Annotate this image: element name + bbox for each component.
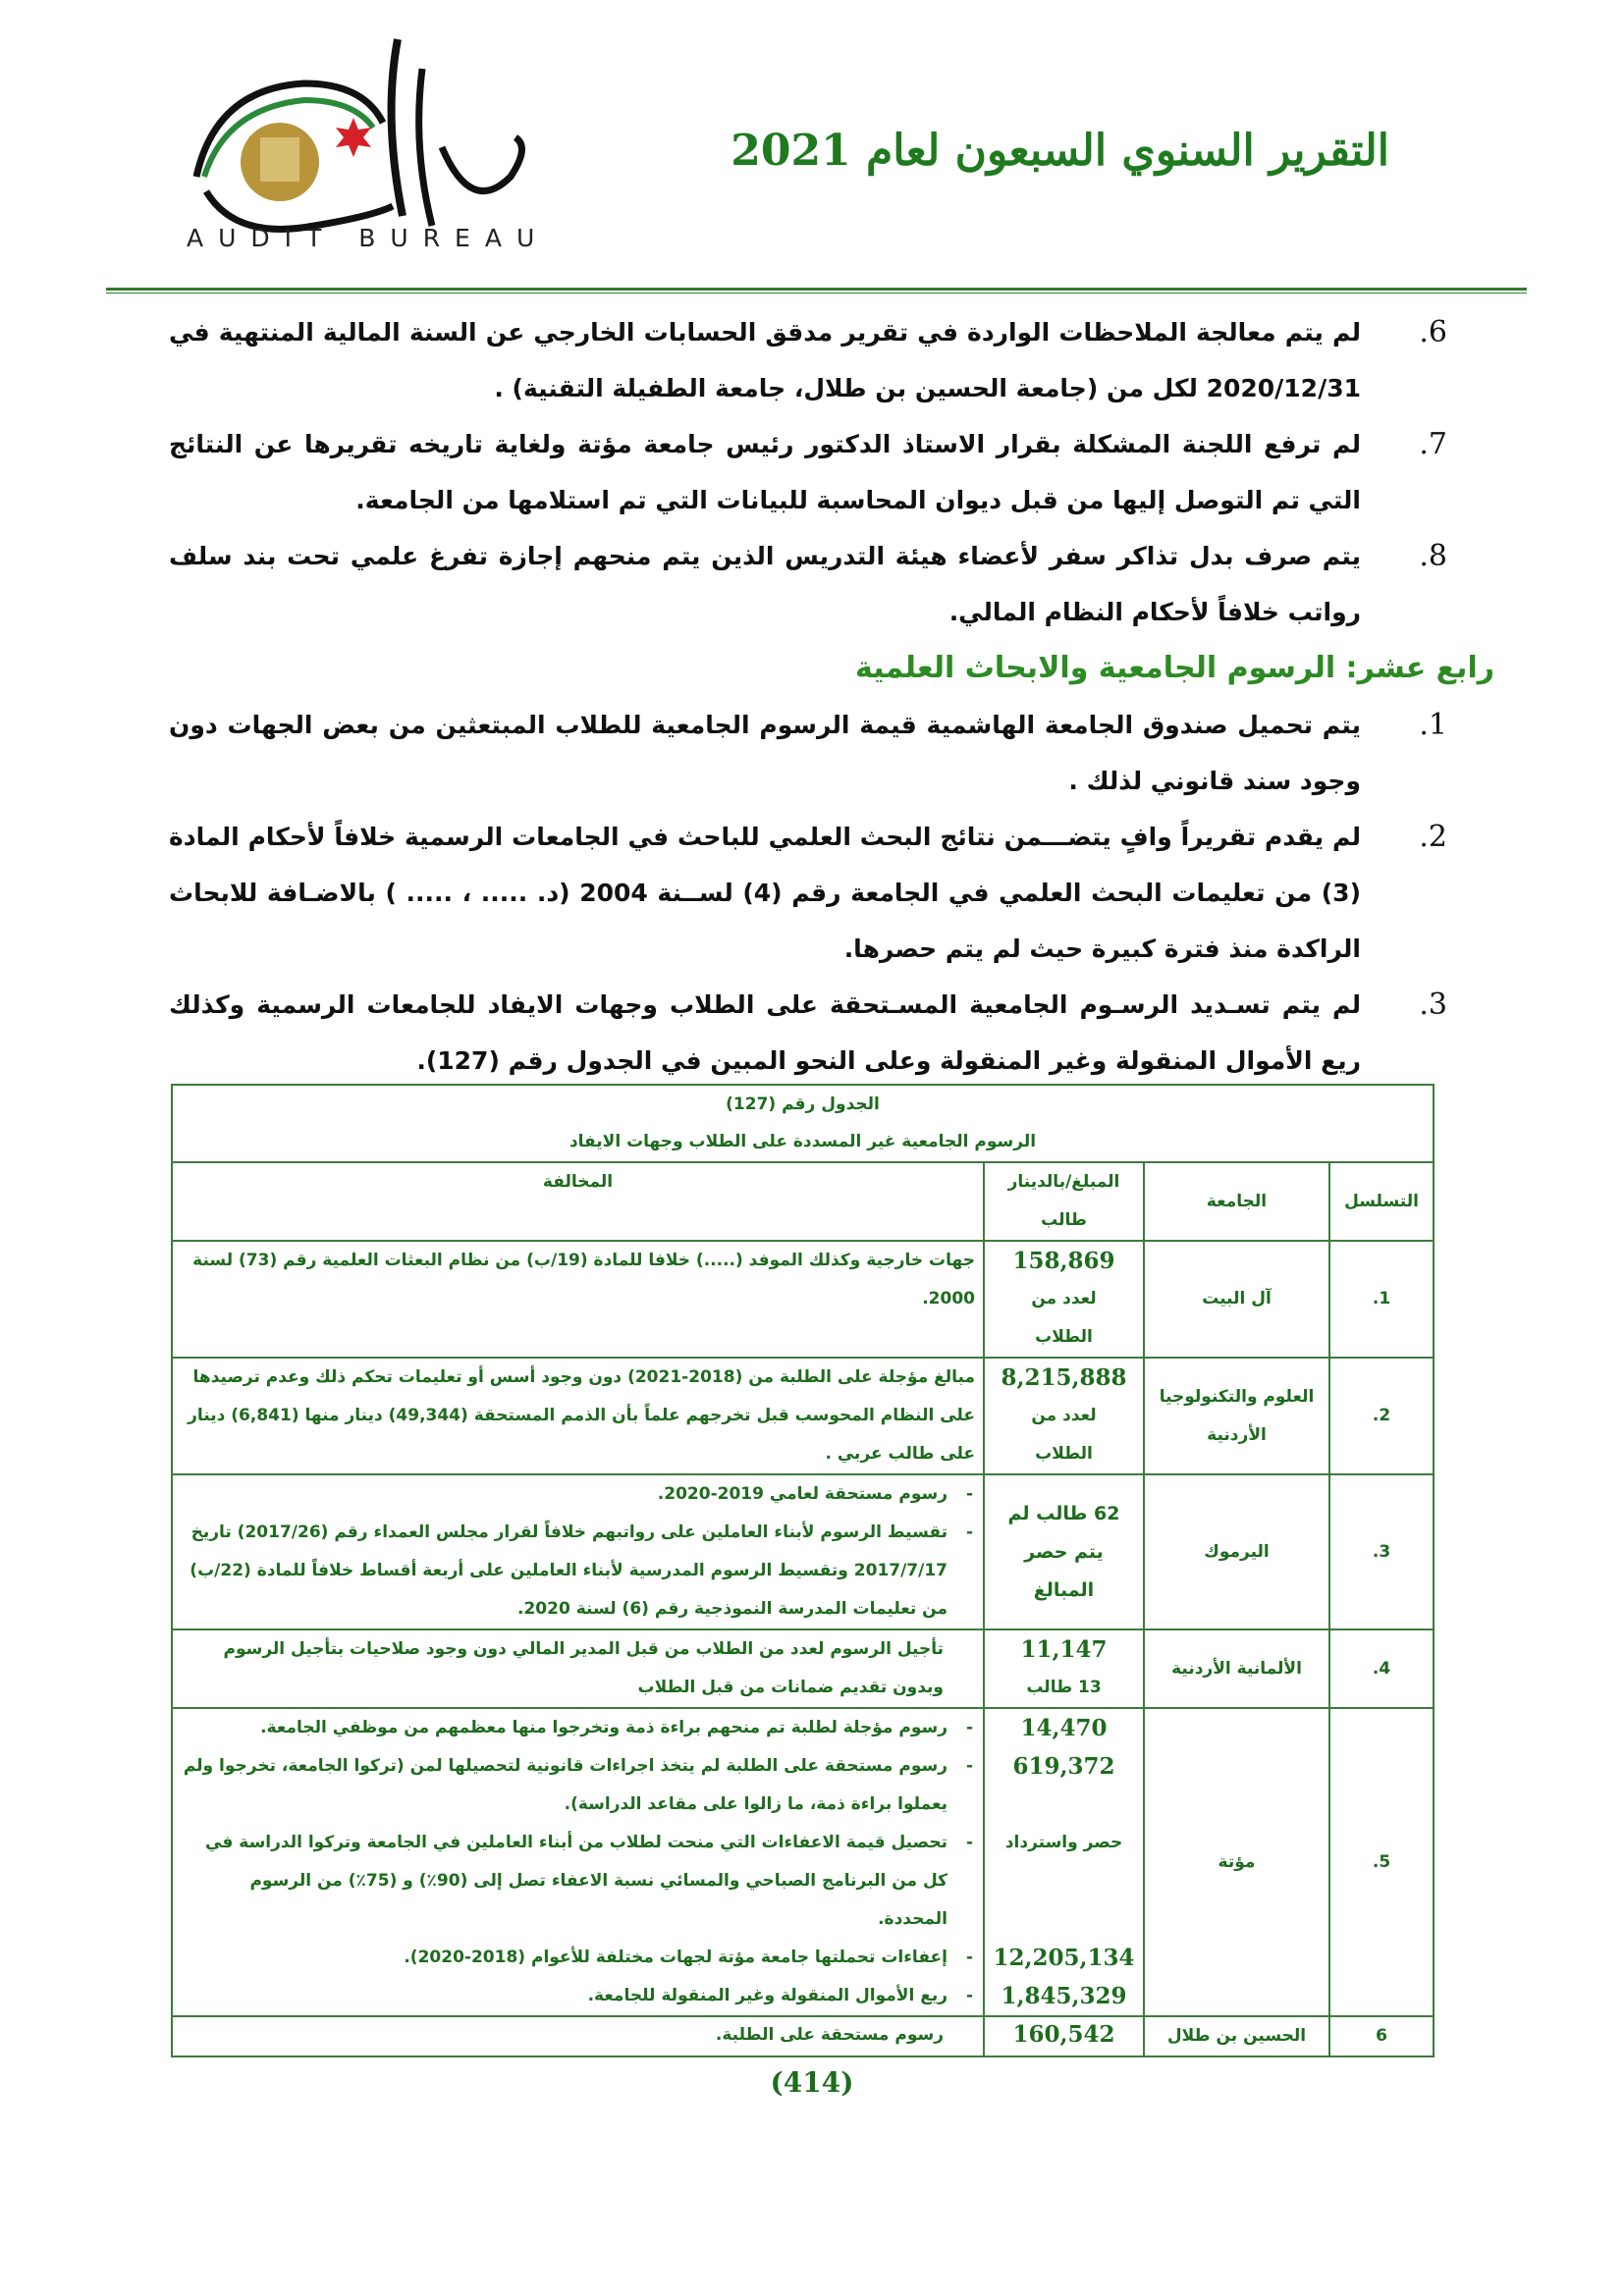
header-amount-line1: المبلغ/بالدينار [1007,1172,1120,1192]
cell-university: العلوم والتكنولوجيا الأردنية [1144,1358,1329,1474]
cell-amount: 62 طالب لم يتم حصر المبالغ [984,1474,1144,1629]
cell-serial: 1. [1329,1241,1434,1358]
amount-value: 1,845,329 [1001,1983,1127,2009]
table-row [172,2016,1434,2056]
table-caption-row [172,1085,1434,1162]
cell-amount [984,1241,1144,1358]
item-text: يتم تحميل صندوق الجامعة الهاشمية قيمة الرسوم الجامعية للطلاب المبتعثين من بعض الجهات دون وجود سند قانوني لذلك . [169,711,1361,795]
cell-serial: 6 [1329,2016,1434,2056]
item-text: لم يتم معالجة الملاحظات الواردة في تقرير مدقق الحسابات الخارجي عن السنة المالية المنتهية في 2020/12/31 لكل من (جامعة الحسين بن طلال، جامعة الطفيلة التقنية) . [169,318,1361,402]
list-item [169,697,1494,809]
violation-bullet: - تقسيط الرسوم لأبناء العاملين على رواتبهم خلافاً لقرار مجلس العمداء رقم (2017/26) تاريخ 2017/7/17 وتقسيط الرسوم المدرسية لأبناء العاملين على أربعة أقساط خلافاً للمادة (22/ب) من تعليمات المدرسة النموذجية رقم (6) لسنة 2020. [181,1514,975,1629]
header-serial: التسلسل [1329,1162,1434,1241]
amount-note: لعدد من [1031,1289,1097,1308]
cell-violation [172,1708,984,2016]
spacer [993,1862,1135,1900]
cell-university: آل البيت [1144,1241,1329,1358]
header-amount [984,1162,1144,1241]
report-title: التقرير السنوي السبعون لعام 2021 [731,126,1389,176]
section-heading: رابع عشر: الرسوم الجامعية والابحاث العلمية [855,651,1494,685]
cell-serial: 4. [1329,1629,1434,1708]
amount-value: 14,470 [1020,1715,1108,1741]
table-row [172,1629,1434,1708]
violation-bullet: - رسوم مؤجلة لطلبة تم منحهم براءة ذمة وتخرجوا منها معظمهم من موظفي الجامعة. [181,1709,975,1747]
fees-table [171,1084,1435,2057]
cell-university: مؤتة [1144,1708,1329,2016]
document-body [169,304,1494,1089]
header-amount-line2: طالب [1041,1210,1087,1230]
amount-value: 8,215,888 [1001,1364,1127,1391]
item-number: 2. [1419,820,1447,854]
amount-note: 13 طالب [1026,1678,1102,1697]
cell-violation: رسوم مستحقة على الطلبة. [172,2016,984,2056]
table-row [172,1241,1434,1358]
list-item [169,977,1494,1089]
spacer [993,1900,1135,1939]
list-item [169,528,1494,640]
page-number: (414) [770,2066,854,2099]
table-caption: الجدول رقم (127) [726,1095,880,1114]
header-violation: المخالفة [172,1162,984,1241]
violation-bullet: - رسوم مستحقة على الطلبة لم يتخذ اجراءات قانونية لتحصيلها لمن (تركوا الجامعة، تخرجوا ولم يعملوا براءة ذمة، ما زالوا على مقاعد الدراسة). [181,1747,975,1824]
item-number: 3. [1419,988,1447,1022]
amount-value: 11,147 [1020,1636,1108,1663]
table-header-row [172,1162,1434,1241]
violation-bullet: - إعفاءات تحملتها جامعة مؤتة لجهات مختلفة للأعوام (2018-2020). [181,1939,975,1977]
item-number: 7. [1419,427,1447,461]
amount-value: 619,372 [1012,1753,1115,1780]
table-row [172,1358,1434,1474]
header-rule-thin [106,293,1527,294]
item-number: 1. [1419,708,1447,742]
spacer [993,1786,1135,1824]
cell-violation: تأجيل الرسوم لعدد من الطلاب من قبل المدير المالي دون وجود صلاحيات بتأجيل الرسوم وبدون تقديم ضمانات من قبل الطلاب [172,1629,984,1708]
cell-university: اليرموك [1144,1474,1329,1629]
violation-bullet: - تحصيل قيمة الاعفاءات التي منحت لطلاب من أبناء العاملين في الجامعة وتركوا الدراسة في كل من البرنامج الصباحي والمسائي نسبة الاعفاء تصل إلى (90٪) و (75٪) من الرسوم المحددة. [181,1824,975,1939]
cell-amount [984,1358,1144,1474]
header-rule [106,288,1527,291]
header-university: الجامعة [1144,1162,1329,1241]
cell-university: الحسين بن طلال [1144,2016,1329,2056]
amount-note: حصر واسترداد [1004,1833,1123,1852]
item-text: لم يتم تسـديد الرسـوم الجامعية المسـتحقة على الطلاب وجهات الايفاد للجامعات الرسمية وكذلك ريع الأموال المنقولة وغير المنقولة وعلى النحو المبين في الجدول رقم (127). [169,990,1361,1075]
amount-note: الطلاب [1035,1444,1093,1464]
list-item [169,304,1494,416]
amount-value: 158,869 [1012,1248,1115,1274]
cell-serial: 5. [1329,1708,1434,2016]
item-number: 8. [1419,539,1447,573]
cell-serial: 2. [1329,1358,1434,1474]
list-item [169,416,1494,528]
item-text: لم ترفع اللجنة المشكلة بقرار الاستاذ الدكتور رئيس جامعة مؤتة ولغاية تاريخه تقريرها عن النتائج التي تم التوصل إليها من قبل ديوان المحاسبة للبيانات التي تم استلامها من الجامعة. [169,430,1361,514]
amount-value: 12,205,134 [993,1945,1135,1971]
violation-bullet: - ريع الأموال المنقولة وغير المنقولة للجامعة. [181,1977,975,2015]
item-text: يتم صرف بدل تذاكر سفر لأعضاء هيئة التدريس الذين يتم منحهم إجازة تفرغ علمي تحت بند سلف رواتب خلافاً لأحكام النظام المالي. [169,542,1361,626]
table-subtitle: الرسوم الجامعية غير المسددة على الطلاب وجهات الايفاد [568,1132,1037,1151]
cell-violation: مبالغ مؤجلة على الطلبة من (2018-2021) دون وجود أسس أو تعليمات تحكم ذلك وعدم ترصيدها على النظام المحوسب قبل تخرجهم علماً بأن الذمم المستحقة (49,344) دينار منها (6,841) دينار على طالب عربي . [172,1358,984,1474]
amount-note: لعدد من [1031,1406,1097,1425]
cell-serial: 3. [1329,1474,1434,1629]
list-item [169,809,1494,977]
cell-amount: 160,542 [984,2016,1144,2056]
item-text: لم يقدم تقريراً وافٍ يتضـــمن نتائج البحث العلمي للباحث في الجامعات الرسمية خلافاً لأحكام المادة (3) من تعليمات البحث العلمي في الجامعة رقم (4) لســنة 2004 (د. ..... ، ..... ) بالاضـافة للابحاث الراكدة منذ فترة كبيرة حيث لم يتم حصرها. [169,823,1361,963]
cell-amount [984,1629,1144,1708]
cell-university: الألمانية الأردنية [1144,1629,1329,1708]
violation-bullet: - رسوم مستحقة لعامي 2019-2020. [181,1475,975,1514]
table-row [172,1708,1434,2016]
cell-violation: جهات خارجية وكذلك الموفد (.....) خلافا للمادة (19/ب) من نظام البعثات العلمية رقم (73) لسنة 2000. [172,1241,984,1358]
item-number: 6. [1419,315,1447,349]
cell-violation [172,1474,984,1629]
cell-amount [984,1708,1144,2016]
logo-text-en: AUDIT BUREAU [187,224,550,252]
amount-note: الطلاب [1035,1327,1093,1347]
table-row [172,1474,1434,1629]
